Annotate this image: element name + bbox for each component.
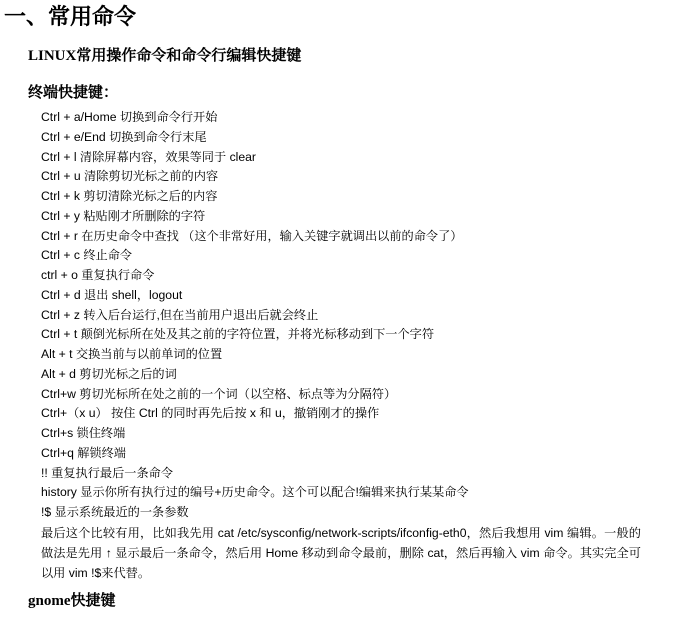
explanation-paragraph: 最后这个比较有用，比如我先用 cat /etc/sysconfig/network-scripts/ifconfig-eth0，然后我想用 vim 编辑。一般的做法是先用 ↑ 显示最后一条命令，然后用 Home 移动到命令最前，删除 cat，然后再输入 vim 命令。其实完全可以用 vim !$来代替。 (41, 525, 641, 580)
shortcut-line: Ctrl + k 剪切清除光标之后的内容 (41, 189, 218, 203)
shortcut-line: Ctrl+s 锁住终端 (41, 426, 126, 440)
shortcut-line: !! 重复执行最后一条命令 (41, 465, 174, 480)
shortcut-line: Ctrl + y 粘贴刚才所删除的字符 (41, 208, 206, 223)
shortcut-line: Ctrl+q 解锁终端 (41, 445, 126, 460)
shortcut-line: Ctrl + c 终止命令 (41, 248, 133, 263)
shortcut-line: Ctrl + u 清除剪切光标之前的内容 (41, 169, 219, 184)
shortcut-line: ctrl + o 重复执行命令 (41, 268, 155, 282)
terminal-shortcuts-heading: 终端快捷键： (28, 85, 119, 101)
shortcut-line: !$ 显示系统最近的一条参数 (41, 505, 189, 519)
shortcut-line: Ctrl + d 退出 shell，logout (41, 287, 183, 302)
shortcut-line: Ctrl + l 清除屏幕内容，效果等同于 clear (41, 149, 256, 164)
shortcut-line: history 显示你所有执行过的编号+历史命令。这个可以配合!编辑来执行某某命令 (41, 485, 469, 500)
subheading: LINUX常用操作命令和命令行编辑快捷键 (28, 48, 302, 64)
shortcut-line: Ctrl+（x u） 按住 Ctrl 的同时再先后按 x 和 u，撤销刚才的操作 (41, 406, 380, 421)
shortcut-line: Alt + t 交换当前与以前单词的位置 (41, 347, 223, 361)
shortcut-line: Ctrl + e/End 切换到命令行末尾 (41, 129, 207, 144)
shortcut-line: Ctrl+w 剪切光标所在处之前的一个词（以空格、标点等为分隔符） (41, 386, 397, 401)
shortcut-list (41, 108, 651, 583)
shortcut-line: Ctrl + a/Home 切换到命令行开始 (41, 110, 218, 124)
shortcut-line: Alt + d 剪切光标之后的词 (41, 366, 177, 381)
gnome-shortcuts-heading: gnome快捷键 (28, 593, 116, 609)
shortcut-line: Ctrl + t 颠倒光标所在处及其之前的字符位置，并将光标移动到下一个字符 (41, 327, 435, 342)
section-heading: 一、常用命令 (4, 4, 137, 29)
shortcut-line: Ctrl + z 转入后台运行,但在当前用户退出后就会终止 (41, 307, 319, 322)
shortcut-line: Ctrl + r 在历史命令中查找 （这个非常好用，输入关键字就调出以前的命令了） (41, 228, 463, 243)
